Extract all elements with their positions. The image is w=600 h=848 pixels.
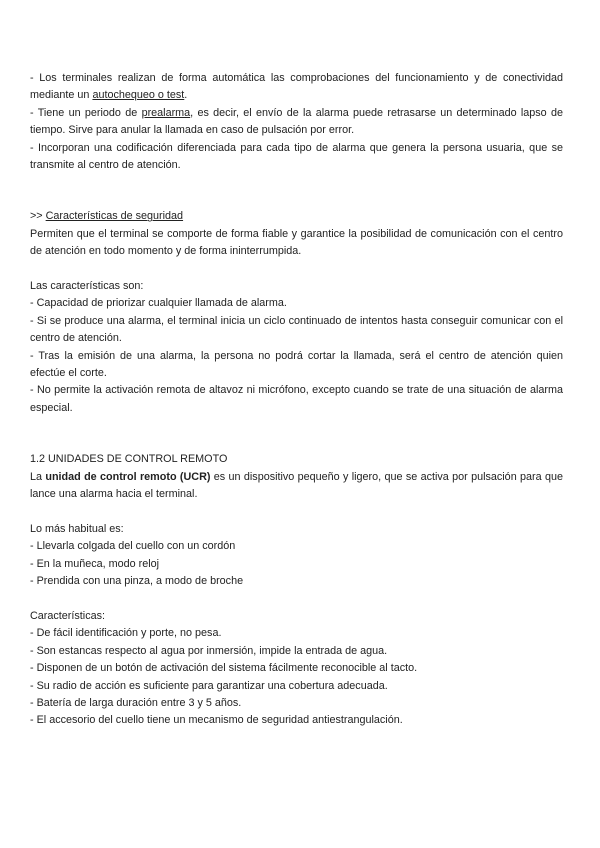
spacer bbox=[30, 261, 563, 278]
seguridad-intro: Permiten que el terminal se comporte de forma fiable y garantice la posibilidad de comunicación con el centro de atención en todo momento y de forma ininterrumpida. bbox=[30, 227, 563, 258]
terminal-item-2 bbox=[30, 105, 563, 140]
ucr-intro bbox=[30, 469, 563, 504]
habitual-item: - Prendida con una pinza, a modo de broche bbox=[30, 575, 244, 588]
caract-item: - Son estancas respecto al agua por inmersión, impide la entrada de agua. bbox=[30, 644, 388, 657]
terminal-item-1 bbox=[30, 70, 563, 105]
text: - Los terminales realizan de forma automática las comprobaciones del funcionamiento y de conectividad mediante un bbox=[30, 72, 563, 102]
habitual-item: - En la muñeca, modo reloj bbox=[30, 557, 160, 570]
arrow-prefix: >> bbox=[30, 210, 46, 223]
caract-item: - Batería de larga duración entre 3 y 5 años. bbox=[30, 696, 242, 709]
seguridad-list-title: Las características son: bbox=[30, 280, 144, 293]
spacer bbox=[30, 504, 563, 521]
caract-item: - De fácil identificación y porte, no pesa. bbox=[30, 627, 222, 640]
seguridad-heading bbox=[30, 208, 563, 225]
terminal-item-3: - Incorporan una codificación diferenciada para cada tipo de alarma que genera la persona usuaria, que se transmite al centro de atención. bbox=[30, 141, 563, 172]
seguridad-item: - No permite la activación remota de altavoz ni micrófono, excepto cuando se trate de una situación de alarma especial. bbox=[30, 384, 563, 414]
text: . bbox=[184, 89, 188, 102]
spacer bbox=[30, 417, 563, 451]
text: - Tiene un periodo de bbox=[30, 106, 142, 119]
underlined-term: autochequeo o test bbox=[92, 89, 185, 102]
caract-item: - Disponen de un botón de activación del sistema fácilmente reconocible al tacto. bbox=[30, 662, 418, 675]
caract-title: Características: bbox=[30, 609, 105, 622]
spacer bbox=[30, 591, 563, 608]
caract-item: - Su radio de acción es suficiente para garantizar una cobertura adecuada. bbox=[30, 679, 388, 692]
text: La bbox=[30, 470, 46, 483]
caract-item: - El accesorio del cuello tiene un mecanismo de seguridad antiestrangulación. bbox=[30, 714, 403, 727]
seguridad-item: - Tras la emisión de una alarma, la persona no podrá cortar la llamada, será el centro de atención quien efectúe el corte. bbox=[30, 349, 563, 380]
spacer bbox=[30, 174, 563, 208]
habitual-title: Lo más habitual es: bbox=[30, 522, 124, 535]
document-body bbox=[30, 70, 563, 730]
text: es un dispositivo pequeño y ligero, que se activa por pulsación para que lance una alarma hacia el terminal. bbox=[30, 470, 563, 501]
ucr-heading: 1.2 UNIDADES DE CONTROL REMOTO bbox=[30, 453, 228, 466]
seguridad-item: - Capacidad de priorizar cualquier llamada de alarma. bbox=[30, 297, 287, 310]
section-heading: Características de seguridad bbox=[45, 210, 184, 223]
habitual-item: - Llevarla colgada del cuello con un cordón bbox=[30, 540, 236, 553]
bold-term: unidad de control remoto (UCR) bbox=[45, 470, 211, 483]
text: , es decir, el envío de la alarma puede retrasarse un determinado lapso de tiempo. Sirve para anular la llamada en caso de pulsación por error. bbox=[30, 106, 563, 137]
underlined-term: prealarma bbox=[141, 106, 191, 119]
seguridad-item: - Si se produce una alarma, el terminal inicia un ciclo continuado de intentos hasta conseguir comunicar con el centro de atención. bbox=[30, 314, 563, 345]
